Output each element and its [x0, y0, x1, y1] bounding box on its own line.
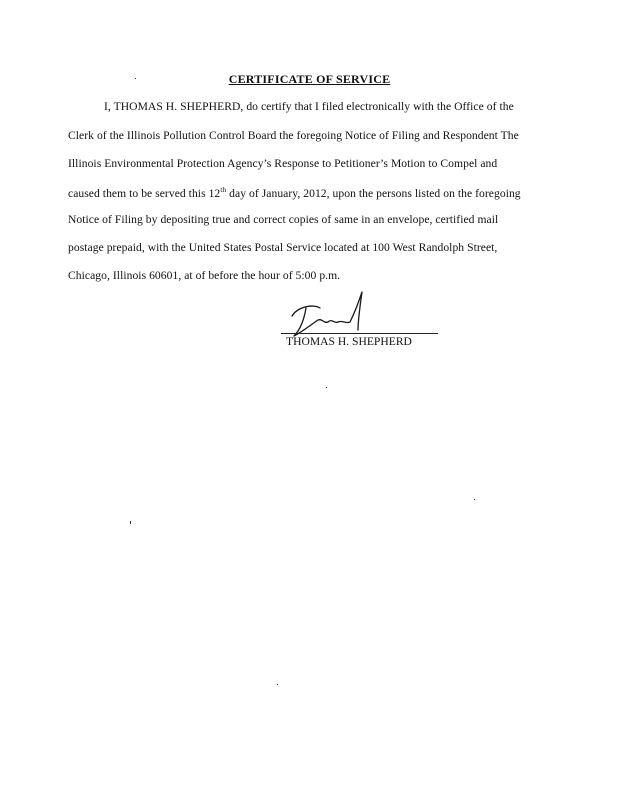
paragraph-line-1: I, THOMAS H. SHEPHERD, do certify that I filed electronically with the Office of the	[104, 100, 514, 113]
paragraph-line-4	[68, 185, 521, 200]
paragraph-line-4-end: day of January, 2012, upon the persons listed on the foregoing	[226, 186, 521, 200]
paragraph-line-2: Clerk of the Illinois Pollution Control Board the foregoing Notice of Filing and Respondent The	[68, 129, 519, 142]
document-title: CERTIFICATE OF SERVICE	[228, 72, 391, 86]
scan-speck	[474, 499, 475, 500]
paragraph-line-7: Chicago, Illinois 60601, at of before the hour of 5:00 p.m.	[68, 269, 341, 282]
paragraph-line-6: postage prepaid, with the United States Postal Service located at 100 West Randolph Street,	[68, 241, 498, 254]
scan-speck	[135, 78, 136, 79]
scan-speck	[277, 684, 278, 685]
paragraph-line-3: Illinois Environmental Protection Agency’s Response to Petitioner’s Motion to Compel and	[68, 157, 498, 170]
paragraph-line-4-start: caused them to be served this 12	[68, 186, 221, 200]
ordinal-suffix: th	[220, 185, 227, 194]
paragraph-line-5: Notice of Filing by depositing true and correct copies of same in an envelope, certified mail	[68, 213, 499, 226]
scan-speck	[130, 521, 131, 524]
scan-speck	[326, 387, 327, 388]
signature-line	[281, 333, 438, 334]
signer-name: THOMAS H. SHEPHERD	[286, 335, 412, 348]
